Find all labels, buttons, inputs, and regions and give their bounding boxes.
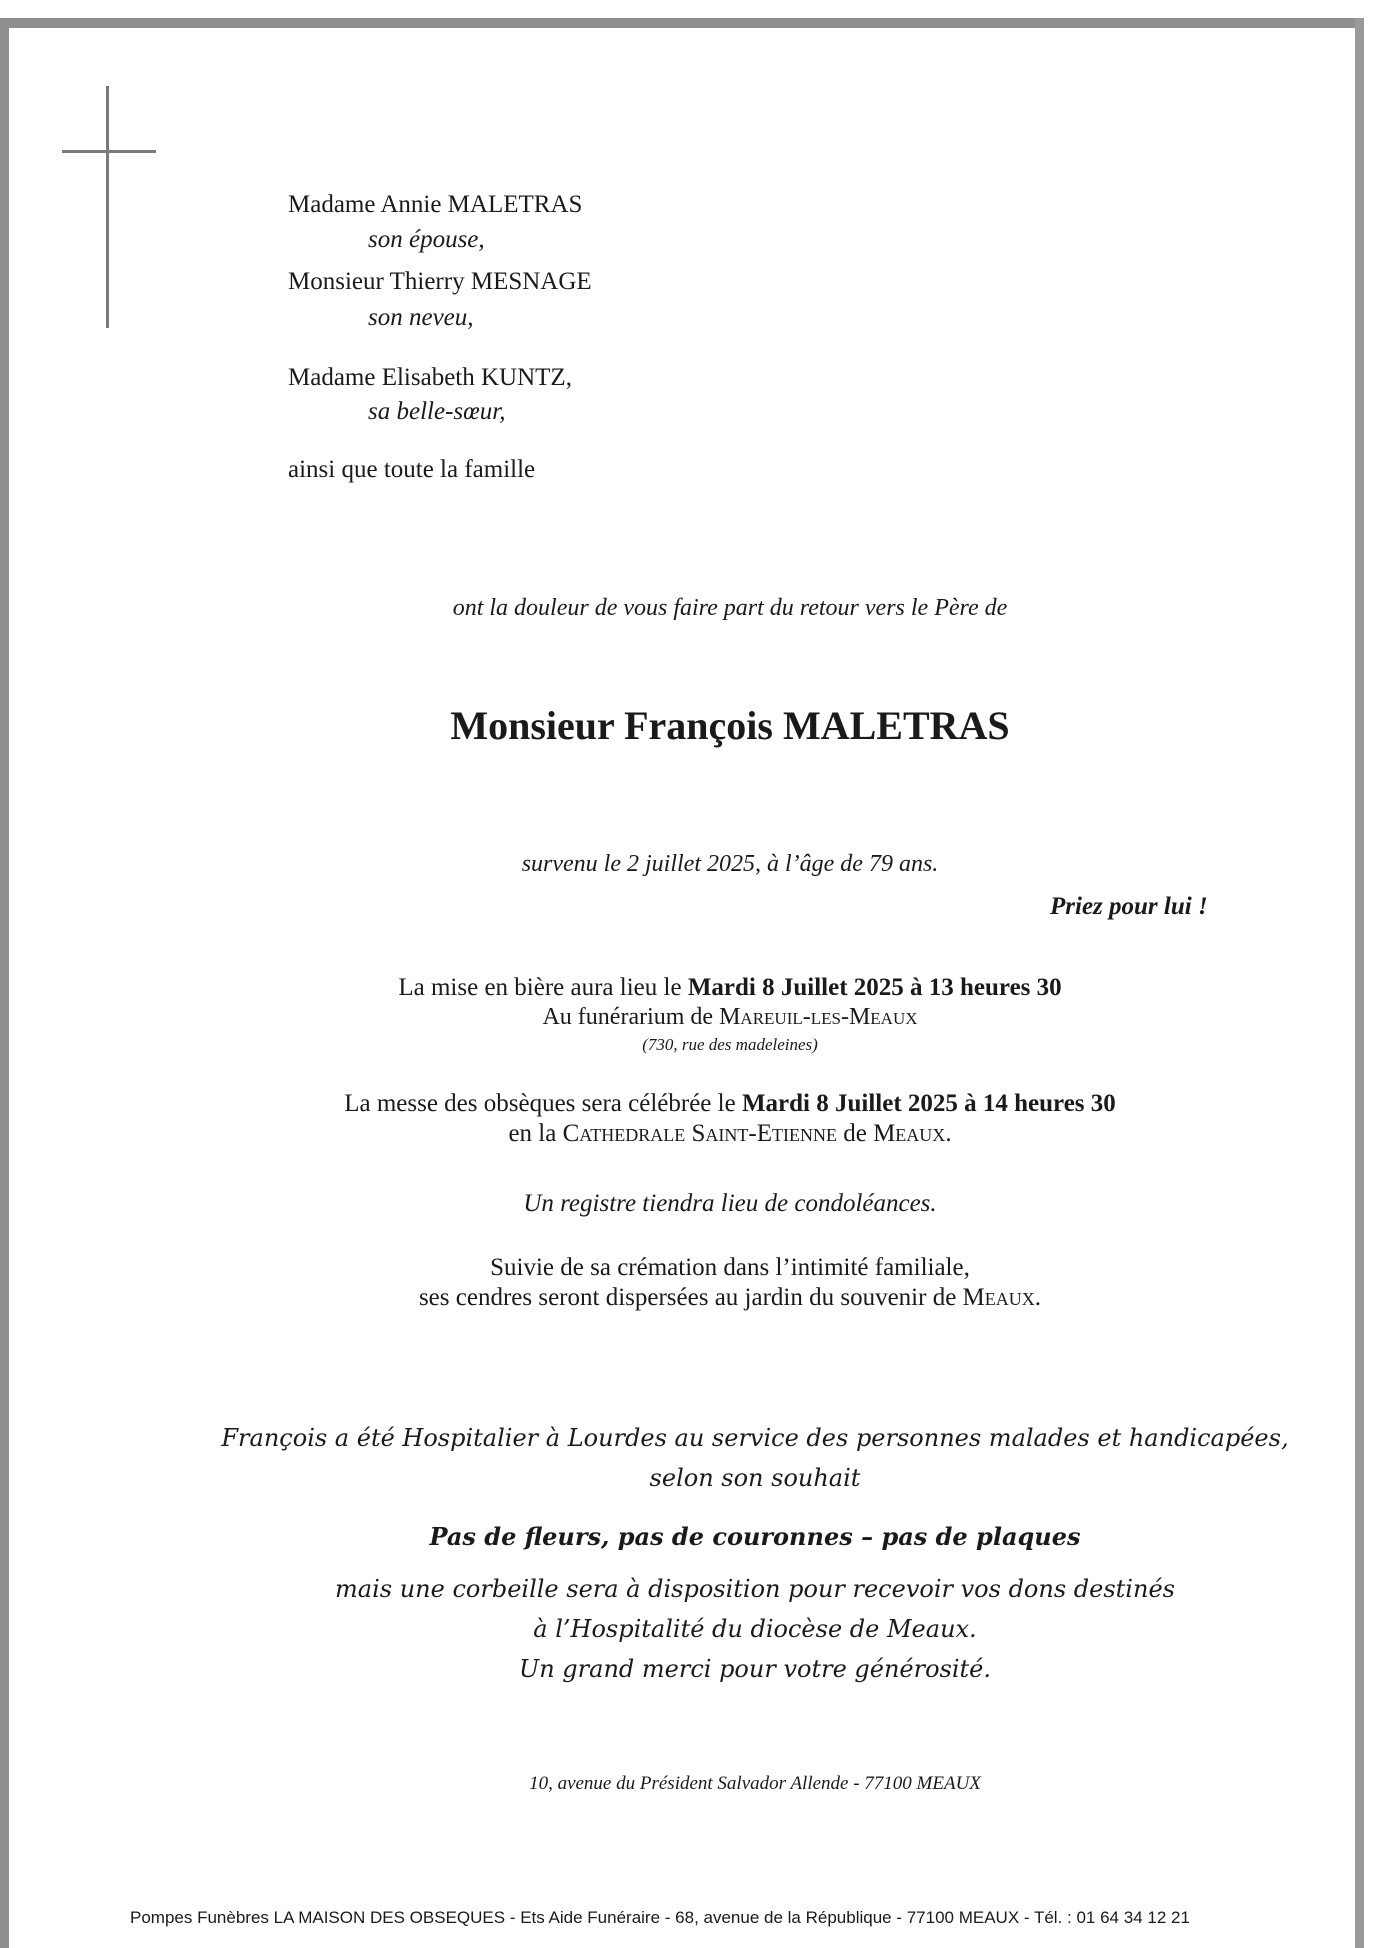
mass-datetime: Mardi 8 Juillet 2025 à 14 heures 30 xyxy=(741,1090,1116,1117)
family-member-relation: son neveu, xyxy=(368,304,474,331)
donations-line-1: mais une corbeille sera à disposition pour recevoir vos dons destinés xyxy=(335,1575,1175,1603)
family-closing: ainsi que toute la famille xyxy=(288,456,536,483)
family-member-name: Monsieur Thierry MESNAGE xyxy=(288,268,592,295)
page-border-top xyxy=(0,18,1360,28)
deceased-name: Monsieur François MALETRAS xyxy=(450,703,1010,748)
family-member-relation: son épouse, xyxy=(368,226,485,253)
tribute-line-1: François a été Hospitalier à Lourdes au service des personnes malades et handicapées, xyxy=(221,1424,1289,1452)
donations-line-2: à l’Hospitalité du diocèse de Meaux. xyxy=(533,1615,977,1643)
cremation-suffix: . xyxy=(1034,1284,1042,1311)
coffin-place-line xyxy=(180,1004,1280,1031)
announcement-text: ont la douleur de vous faire part du retour vers le Père de xyxy=(452,595,1008,621)
prayer-text: Priez pour lui ! xyxy=(1050,893,1208,920)
family-member-name: Madame Annie MALETRAS xyxy=(288,191,583,218)
coffin-intro: La mise en bière aura lieu le xyxy=(398,974,688,1001)
mass-place-prefix: en la xyxy=(508,1120,563,1147)
death-info: survenu le 2 juillet 2025, à l’âge de 79 ans. xyxy=(521,851,939,877)
tribute-line-2: selon son souhait xyxy=(649,1464,861,1492)
coffin-place-prefix: Au funérarium de xyxy=(542,1004,720,1030)
funeral-home-footer: Pompes Funèbres LA MAISON DES OBSEQUES - Ets Aide Funéraire - 68, avenue de la République - 77100 MEAUX - Tél. : 01 64 34 12 21 xyxy=(130,1908,1190,1927)
page-border-right xyxy=(1355,18,1364,1948)
cross-vertical-bar xyxy=(106,86,109,328)
registry-text: Un registre tiendra lieu de condoléances. xyxy=(523,1190,937,1217)
cremation-line-2 xyxy=(180,1284,1280,1312)
family-address: 10, avenue du Président Salvador Allende - 77100 MEAUX xyxy=(529,1773,981,1794)
coffin-place: Mareuil-les-Meaux xyxy=(719,1004,918,1030)
family-member-name: Madame Elisabeth KUNTZ, xyxy=(288,364,572,391)
no-flowers-notice: Pas de fleurs, pas de couronnes – pas de plaques xyxy=(429,1522,1081,1551)
cross-horizontal-bar xyxy=(62,150,156,153)
mass-city: Meaux xyxy=(873,1120,946,1147)
coffin-address: (730, rue des madeleines) xyxy=(642,1035,818,1054)
coffin-ceremony-line xyxy=(180,974,1280,1002)
donations-line-3: Un grand merci pour votre générosité. xyxy=(518,1655,992,1683)
family-member-relation: sa belle-sœur, xyxy=(368,398,506,425)
cremation-line-1: Suivie de sa crémation dans l’intimité familiale, xyxy=(490,1254,970,1281)
mass-place-suffix: . xyxy=(945,1120,952,1147)
mass-intro: La messe des obsèques sera célébrée le xyxy=(344,1090,742,1117)
cremation-city: Meaux xyxy=(962,1284,1035,1311)
mass-line xyxy=(180,1090,1280,1118)
page-border-left xyxy=(0,18,9,1948)
mass-place: Cathedrale Saint-Etienne xyxy=(562,1120,837,1147)
mass-place-mid: de xyxy=(836,1120,874,1147)
cremation-text: ses cendres seront dispersées au jardin du souvenir de xyxy=(418,1284,963,1311)
coffin-datetime: Mardi 8 Juillet 2025 à 13 heures 30 xyxy=(687,974,1062,1001)
mass-place-line xyxy=(180,1120,1280,1148)
